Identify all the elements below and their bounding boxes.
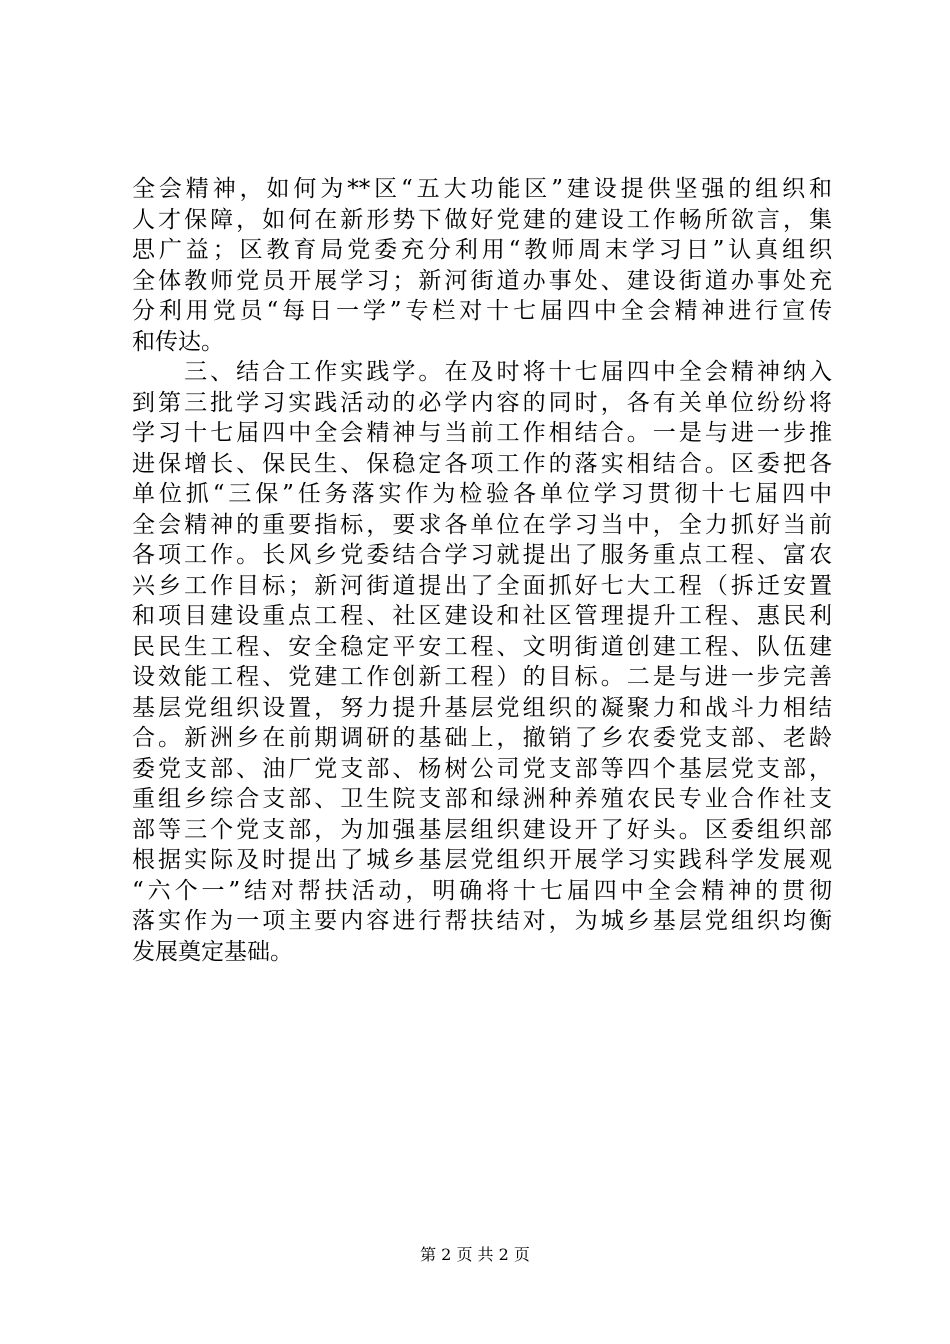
text-line: 重组乡综合支部、卫生院支部和绿洲种养殖农民专业合作社支 <box>132 786 832 812</box>
text-line: 兴乡工作目标；新河街道提出了全面抓好七大工程（拆迁安置 <box>132 572 832 599</box>
text-line: “六个一”结对帮扶活动，明确将十七届四中全会精神的贯彻 <box>132 877 832 904</box>
text-line: 进保增长、保民生、保稳定各项工作的落实相结合。区委把各 <box>132 450 832 477</box>
text-line: 三、结合工作实践学。在及时将十七届四中全会精神纳入 <box>132 359 832 385</box>
text-line: 委党支部、油厂党支部、杨树公司党支部等四个基层党支部， <box>132 755 832 782</box>
text-line: 学习十七届四中全会精神与当前工作相结合。一是与进一步推 <box>132 420 832 446</box>
text-line: 各项工作。长风乡党委结合学习就提出了服务重点工程、富农 <box>132 542 832 568</box>
text-line: 基层党组织设置，努力提升基层党组织的凝聚力和战斗力相结 <box>132 694 832 721</box>
text-line: 发展奠定基础。 <box>132 938 293 965</box>
text-line: 单位抓“三保”任务落实作为检验各单位学习贯彻十七届四中 <box>132 481 832 507</box>
text-line: 人才保障，如何在新形势下做好党建的建设工作畅所欲言，集 <box>132 206 832 233</box>
text-line: 和项目建设重点工程、社区建设和社区管理提升工程、惠民利 <box>132 603 832 629</box>
text-line: 全会精神的重要指标，要求各单位在学习当中，全力抓好当前 <box>132 511 832 538</box>
text-line: 和传达。 <box>132 328 224 355</box>
body-text <box>132 174 832 967</box>
text-line: 落实作为一项主要内容进行帮扶结对，为城乡基层党组织均衡 <box>132 908 832 934</box>
text-line: 根据实际及时提出了城乡基层党组织开展学习实践科学发展观 <box>132 847 832 873</box>
text-line: 分利用党员“每日一学”专栏对十七届四中全会精神进行宣传 <box>132 298 832 324</box>
text-line: 设效能工程、党建工作创新工程）的目标。二是与进一步完善 <box>132 664 832 690</box>
text-line: 合。新洲乡在前期调研的基础上，撤销了乡农委党支部、老龄 <box>132 725 832 751</box>
text-line: 全会精神，如何为**区“五大功能区”建设提供坚强的组织和 <box>132 176 832 202</box>
text-line: 民民生工程、安全稳定平安工程、文明街道创建工程、队伍建 <box>132 633 832 660</box>
page-footer: 第 2 页 共 2 页 <box>420 1245 530 1264</box>
text-line: 到第三批学习实践活动的必学内容的同时，各有关单位纷纷将 <box>132 389 832 416</box>
text-line: 思广益；区教育局党委充分利用“教师周末学习日”认真组织 <box>132 237 832 263</box>
text-line: 全体教师党员开展学习；新河街道办事处、建设街道办事处充 <box>132 267 832 294</box>
text-line: 部等三个党支部，为加强基层组织建设开了好头。区委组织部 <box>132 816 832 843</box>
